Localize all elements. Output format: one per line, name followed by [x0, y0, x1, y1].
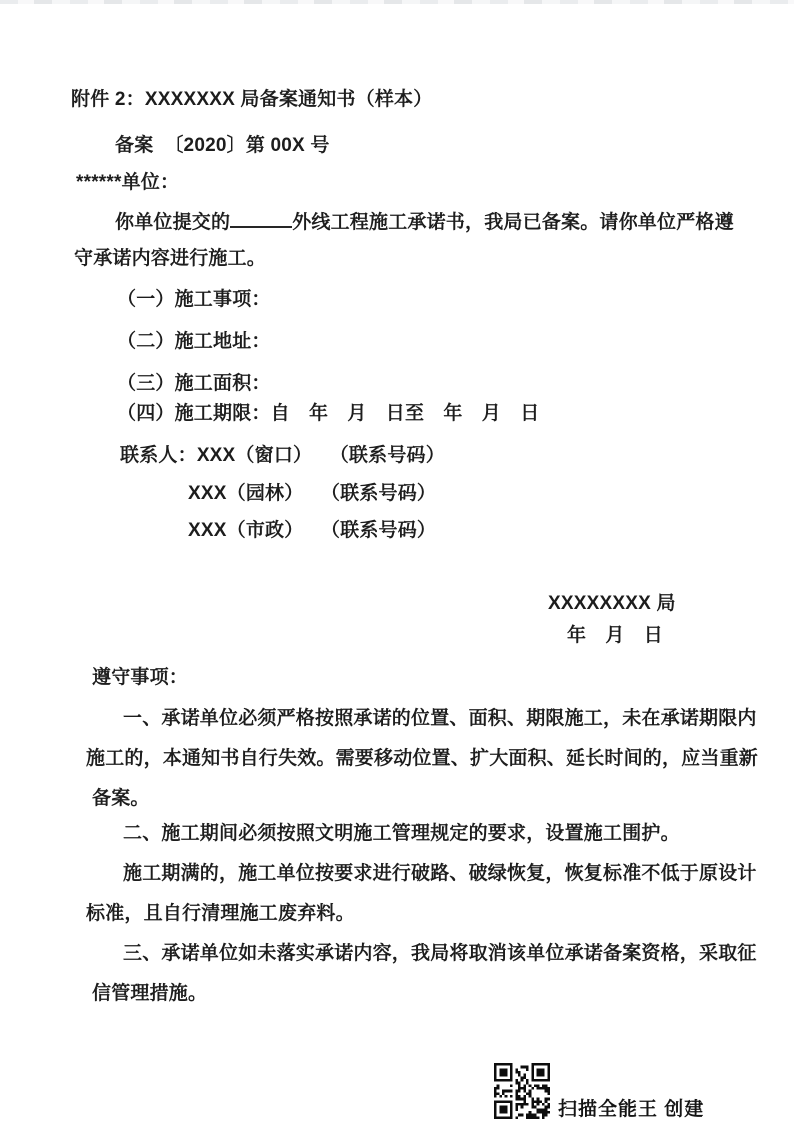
item-construction-period: （四）施工期限：自 年 月 日至 年 月 日	[117, 403, 540, 424]
attachment-title: 附件 2：XXXXXXX 局备案通知书（样本）	[71, 89, 433, 110]
document-number: 备案 〔2020〕第 00X 号	[115, 135, 330, 156]
compliance-notes-title: 遵守事项：	[92, 667, 189, 688]
intro-line-2: 守承诺内容进行施工。	[74, 248, 267, 269]
note4-line2: 信管理措施。	[92, 983, 208, 1004]
blank-underline	[230, 209, 292, 228]
note2-line1: 二、施工期间必须按照文明施工管理规定的要求，设置施工围护。	[123, 823, 680, 844]
contact-row	[120, 444, 445, 468]
contact-name: XXX（园林）	[188, 483, 304, 504]
note4-line1: 三、承诺单位如未落实承诺内容，我局将取消该单位承诺备案资格，采取征	[123, 943, 757, 964]
signature-date-blank: 年 月 日	[567, 625, 664, 646]
note3-line1: 施工期满的，施工单位按要求进行破路、破绿恢复，恢复标准不低于原设计	[123, 863, 757, 884]
addressee-line: ******单位：	[76, 172, 180, 193]
contact-label: 联系人：	[120, 445, 197, 466]
contact-phone: （联系号码）	[339, 445, 445, 466]
intro-pre-text: 你单位提交的	[115, 212, 231, 234]
scan-artifact-top-edge	[0, 0, 794, 4]
camscanner-watermark: 扫描全能王 创建	[558, 1099, 705, 1120]
contact-name: XXX（市政）	[188, 520, 304, 541]
item-construction-address: （二）施工地址：	[117, 331, 271, 352]
item-construction-area: （三）施工面积：	[117, 373, 271, 394]
contact-row	[188, 519, 436, 543]
signature-organization: XXXXXXXX 局	[548, 593, 676, 614]
contact-row	[188, 482, 436, 506]
contact-phone: （联系号码）	[330, 483, 437, 504]
contact-phone: （联系号码）	[330, 520, 437, 541]
contact-name: XXX（窗口）	[196, 445, 313, 466]
note1-line1: 一、承诺单位必须严格按照承诺的位置、面积、期限施工，未在承诺期限内	[123, 708, 757, 729]
intro-post-text: 外线工程施工承诺书，我局已备案。请你单位严格遵	[292, 212, 734, 234]
item-construction-matter: （一）施工事项：	[117, 289, 271, 310]
note1-line3: 备案。	[92, 788, 150, 809]
qr-code-icon	[494, 1063, 550, 1119]
intro-line-1	[115, 209, 734, 235]
note1-line2: 施工的，本通知书自行失效。需要移动位置、扩大面积、延长时间的，应当重新	[86, 748, 759, 769]
note3-line2: 标准，且自行清理施工废弃料。	[86, 903, 355, 924]
